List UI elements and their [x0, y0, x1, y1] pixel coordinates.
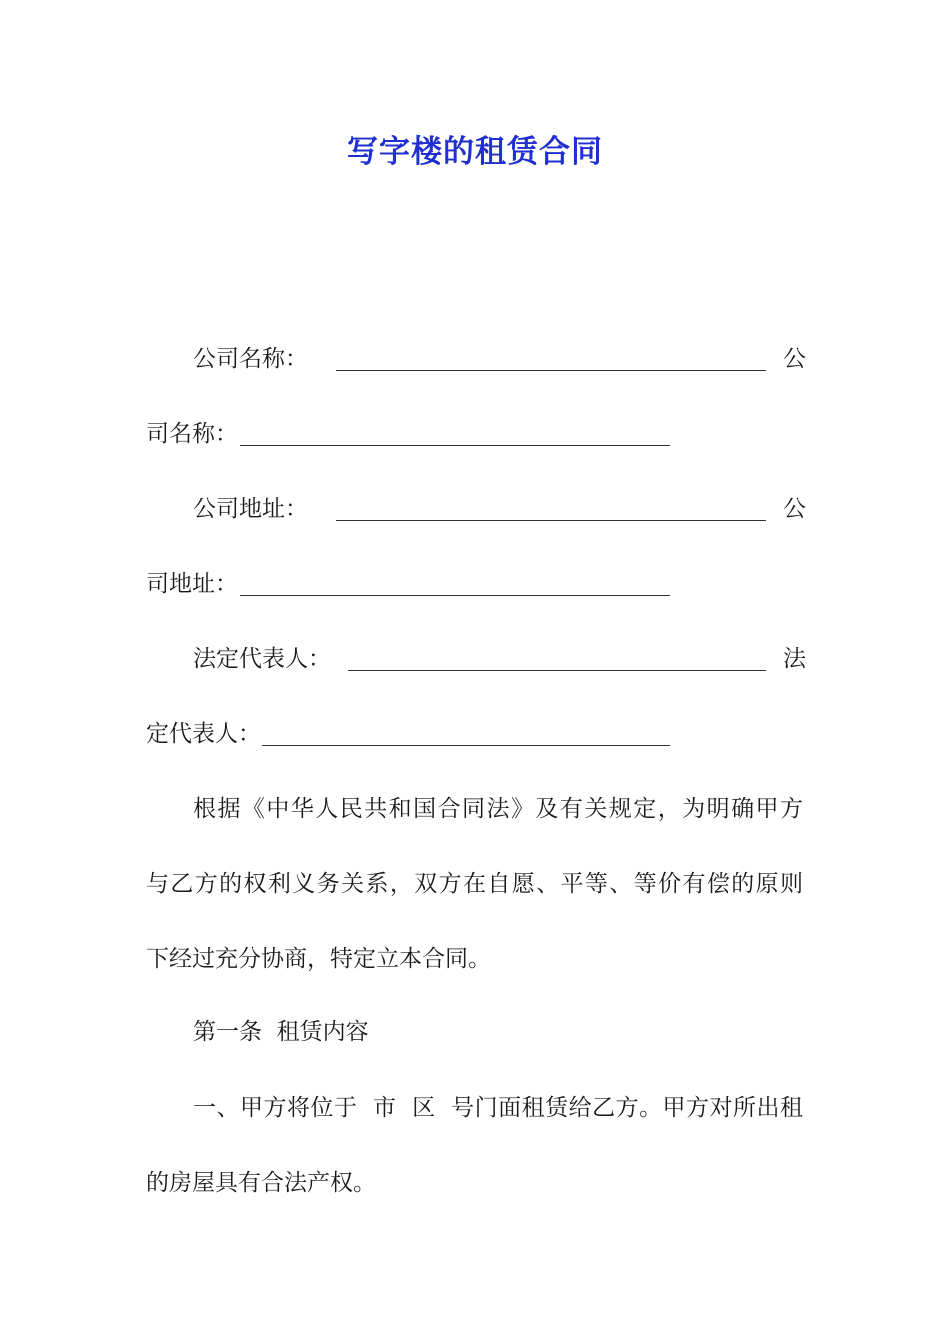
legal-rep-wrap-rest: 定代表人：: [146, 721, 261, 747]
company-name-line: [193, 344, 308, 374]
company-name-wrap-blank: [240, 427, 670, 446]
preamble-line-3: 下经过充分协商，特定立本合同。: [146, 946, 491, 972]
company-name-wrap-start: 公: [783, 346, 806, 372]
article-1-heading: 第一条 租赁内容: [193, 1019, 369, 1045]
company-address-wrap-start: 公: [783, 496, 806, 522]
company-address-wrap-line: [146, 569, 238, 599]
company-address-line: [193, 494, 308, 524]
company-address-blank: [336, 502, 766, 521]
company-address-wrap-blank: [240, 577, 670, 596]
legal-rep-wrap-line: [146, 719, 261, 749]
article-1-clause-1-line-2: 的房屋具有合法产权。: [146, 1170, 376, 1196]
legal-rep-label: 法定代表人：: [193, 646, 331, 672]
company-name-blank: [336, 352, 766, 371]
article-1-clause-1-line-1: 一、甲方将位于 市 区 号门面租赁给乙方。甲方对所出租: [193, 1095, 803, 1121]
legal-rep-line: [193, 644, 331, 674]
company-name-label: 公司名称：: [193, 346, 308, 372]
company-address-wrap-rest: 司地址：: [146, 571, 238, 597]
preamble-line-1: 根据《中华人民共和国合同法》及有关规定，为明确甲方: [193, 796, 803, 822]
legal-rep-wrap-blank: [262, 727, 670, 746]
company-name-wrap-rest: 司名称：: [146, 421, 238, 447]
document-title: 写字楼的租赁合同: [347, 134, 603, 170]
company-name-wrap-line: [146, 419, 238, 449]
legal-rep-wrap-start: 法: [783, 646, 806, 672]
legal-rep-blank: [348, 652, 766, 671]
company-address-label: 公司地址：: [193, 496, 308, 522]
preamble-line-2: 与乙方的权利义务关系，双方在自愿、平等、等价有偿的原则: [146, 871, 803, 897]
